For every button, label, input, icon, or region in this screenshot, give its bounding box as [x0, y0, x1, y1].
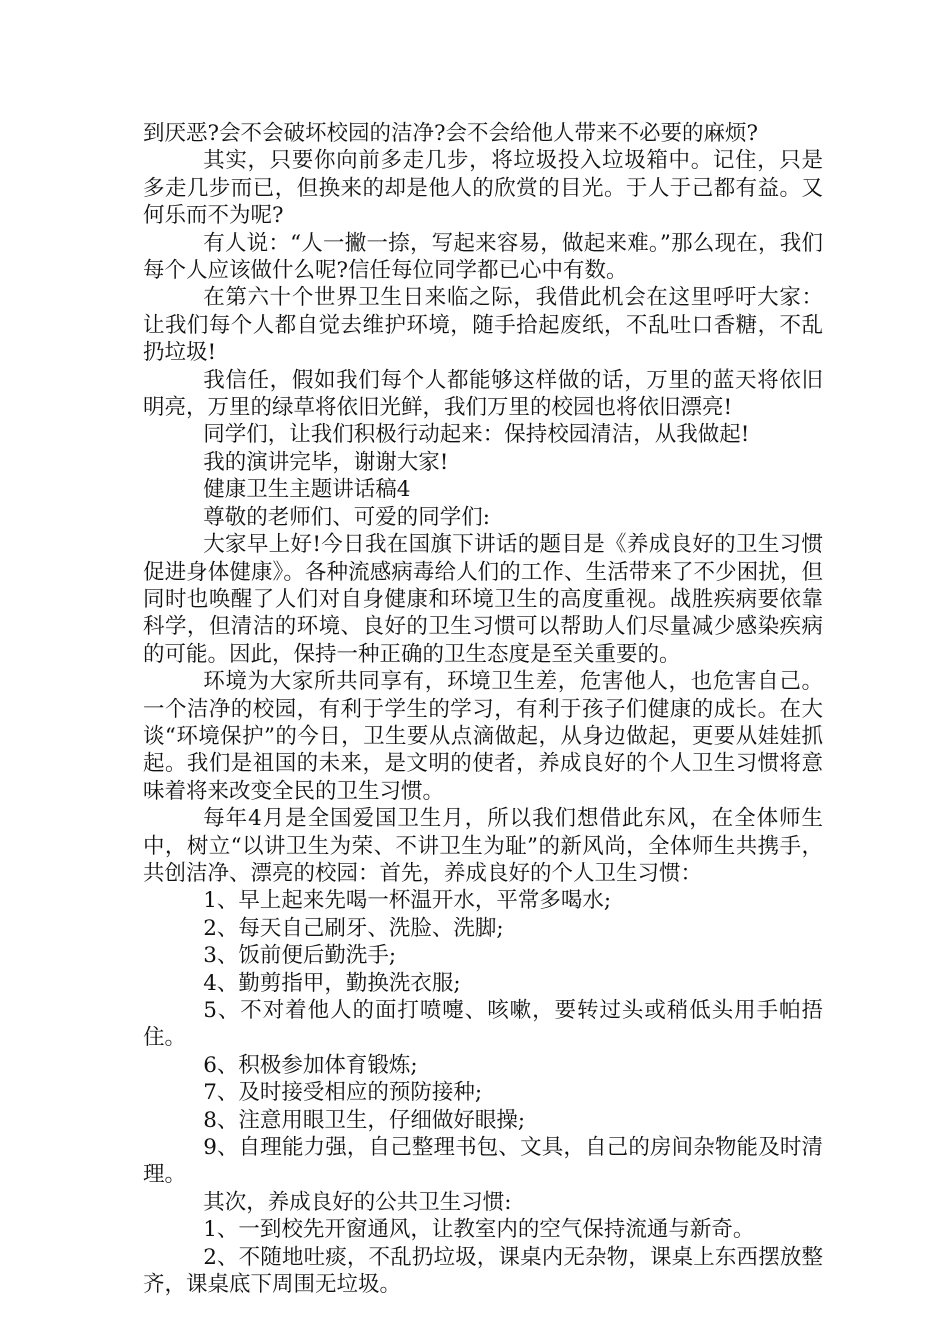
paragraph: 在第六十个世界卫生日来临之际，我借此机会在这里呼吁大家：让我们每个人都自觉去维护环境，随手拾起废纸，不乱吐口香糖，不乱扔垃圾!: [143, 285, 823, 366]
paragraph: 7、及时接受相应的预防接种;: [203, 1080, 483, 1106]
paragraph: 我信任，假如我们每个人都能够这样做的话，万里的蓝天将依旧明亮，万里的绿草将依旧光鲜，我们万里的校园也将依旧漂亮!: [143, 367, 823, 421]
document-body: [143, 120, 823, 1298]
paragraph: 9、自理能力强，自己整理书包、文具，自己的房间杂物能及时清理。: [143, 1135, 823, 1188]
paragraph: 每年4月是全国爱国卫生月，所以我们想借此东风，在全体师生中，树立“以讲卫生为荣、不讲卫生为耻”的新风尚，全体师生共携手，共创洁净、漂亮的校园：首先，养成良好的个人卫生习惯：: [143, 806, 823, 886]
paragraph: 到厌恶?会不会破坏校园的洁净?会不会给他人带来不必要的麻烦?: [143, 121, 759, 146]
paragraph: 2、每天自己刷牙、洗脸、洗脚;: [203, 915, 504, 941]
paragraph: 其实，只要你向前多走几步，将垃圾投入垃圾箱中。记住，只是多走几步而已，但换来的却是他人的欣赏的目光。于人于己都有益。又何乐而不为呢?: [143, 148, 823, 229]
paragraph: 8、注意用眼卫生，仔细做好眼操;: [203, 1107, 526, 1133]
paragraph: 1、一到校先开窗通风，让教室内的空气保持流通与新奇。: [203, 1217, 755, 1243]
paragraph: 3、饭前便后勤洗手;: [203, 943, 397, 969]
paragraph: 同学们，让我们积极行动起来：保持校园清洁，从我做起!: [203, 422, 750, 448]
paragraph: 尊敬的老师们、可爱的同学们:: [203, 504, 490, 530]
paragraph: 其次，养成良好的公共卫生习惯:: [203, 1189, 512, 1215]
paragraph: 1、早上起来先喝一杯温开水，平常多喝水;: [203, 888, 612, 914]
paragraph: 有人说：“人一撇一捺，写起来容易，做起来难。”那么现在，我们每个人应该做什么呢?信任每位同学都已心中有数。: [143, 230, 823, 284]
paragraph: 6、积极参加体育锻炼;: [203, 1052, 418, 1078]
paragraph: 大家早上好!今日我在国旗下讲话的题目是《养成良好的卫生习惯促进身体健康》。各种流感病毒给人们的工作、生活带来了不少困扰，但同时也唤醒了人们对自身健康和环境卫生的高度重视。战胜疾病要依靠科学，但清洁的环境、良好的卫生习惯可以帮助人们尽量减少感染疾病的可能。因此，保持一种正确的卫生态度是至关重要的。: [143, 532, 823, 667]
paragraph: 环境为大家所共同享有，环境卫生差，危害他人，也危害自己。一个洁净的校园，有利于学生的学习，有利于孩子们健康的成长。在大谈“环境保护”的今日，卫生要从点滴做起，从身边做起，更要从娃娃抓起。我们是祖国的未来，是文明的使者，养成良好的个人卫生习惯将意味着将来改变全民的卫生习惯。: [143, 669, 823, 804]
paragraph: 健康卫生主题讲话稿4: [203, 477, 411, 503]
paragraph: 我的演讲完毕，谢谢大家!: [203, 449, 449, 475]
paragraph: 4、勤剪指甲，勤换洗衣服;: [203, 970, 461, 996]
paragraph: 5、不对着他人的面打喷嚏、咳嗽，要转过头或稍低头用手帕捂住。: [143, 998, 823, 1051]
paragraph: 2、不随地吐痰，不乱扔垃圾，课桌内无杂物，课桌上东西摆放整齐，课桌底下周围无垃圾。: [143, 1244, 823, 1298]
